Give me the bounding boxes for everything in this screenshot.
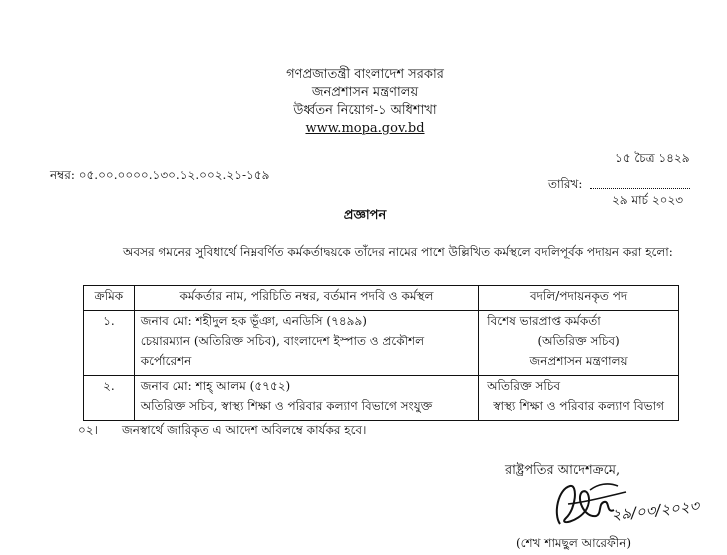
para2-number: ০২। (78, 423, 98, 437)
row-posting (479, 311, 679, 376)
officer-name: জনাব মো: শাহ্ আলম (৫৭৫২) (140, 379, 291, 393)
intro-paragraph: অবসর গমনের সুবিধার্থে নিম্নবর্ণিত কর্মকর্তাদ্বয়কে তাঁদের নামের পাশে উল্লিখিত কর্মস্থলে বদলিপূর্বক পদায়ন করা হলো: (123, 245, 673, 259)
header-officer: কর্মকর্তার নাম, পরিচিতি নম্বর, বর্তমান পদবি ও কর্মস্থল (134, 286, 478, 311)
gregorian-date: ২৯ মার্চ ২০২৩ (612, 193, 684, 207)
posting-line: জনপ্রশাসন মন্ত্রণালয় (529, 354, 628, 368)
posting-line: স্বাস্থ্য শিক্ষা ও পরিবার কল্যাণ বিভাগ (493, 399, 664, 413)
posting-line: অতিরিক্ত সচিব (487, 379, 561, 393)
date-label: তারিখ: (548, 177, 583, 191)
closing-line: রাষ্ট্রপতির আদেশক্রমে, (505, 463, 621, 478)
handwritten-signature (548, 474, 713, 536)
row-posting (479, 376, 679, 421)
transfer-table (83, 285, 679, 421)
header-posting: বদলি/পদায়নকৃত পদ (479, 286, 679, 311)
row-serial: ১. (84, 311, 135, 376)
table-row (84, 311, 679, 376)
website-link[interactable] (230, 120, 500, 138)
website-link-text[interactable]: www.mopa.gov.bd (305, 121, 425, 136)
table-header-row (84, 286, 679, 311)
table-row (84, 376, 679, 421)
officer-name: জনাব মো: শহীদুল হক ভূঁঞা, এনডিসি (৭৪৯৯) (140, 314, 367, 328)
government-title: গণপ্রজাতন্ত্রী বাংলাদেশ সরকার (286, 67, 444, 82)
row-officer (134, 376, 478, 421)
document-title: প্রজ্ঞাপন (343, 208, 387, 223)
posting-line: বিশেষ ভারপ্রাপ্ত কর্মকর্তা (487, 314, 601, 328)
ministry-title: জনপ্রশাসন মন্ত্রণালয় (311, 85, 419, 100)
handwritten-date: ২৯/০৩/২০২৩ (610, 496, 701, 524)
date-divider (590, 188, 690, 189)
row-officer (134, 311, 478, 376)
officer-current-post: চেয়ারম্যান (অতিরিক্ত সচিব), বাংলাদেশ ইস্পাত ও প্রকৌশল কর্পোরেশন (140, 334, 425, 368)
signature-stroke (557, 486, 614, 524)
signer-name: (শেখ শামছুল আরেফীন) (516, 536, 632, 550)
officer-current-post: অতিরিক্ত সচিব, স্বাস্থ্য শিক্ষা ও পরিবার কল্যাণ বিভাগে সংযুক্ত (140, 399, 433, 413)
posting-line: (অতিরিক্ত সচিব) (537, 334, 620, 348)
header-serial: ক্রমিক (84, 286, 135, 311)
signature-stroke (568, 484, 626, 504)
memo-number: নম্বর: ০৫.০০.০০০০.১৩০.১২.০০২.২১-১৫৯ (50, 168, 270, 182)
para2-text: জনস্বার্থে জারিকৃত এ আদেশ অবিলম্বে কার্যকর হবে। (122, 423, 367, 437)
bangla-date: ১৫ চৈত্র ১৪২৯ (615, 151, 690, 165)
section-title: উর্ধ্বতন নিয়োগ-১ অধিশাখা (293, 103, 437, 118)
row-serial: ২. (84, 376, 135, 421)
